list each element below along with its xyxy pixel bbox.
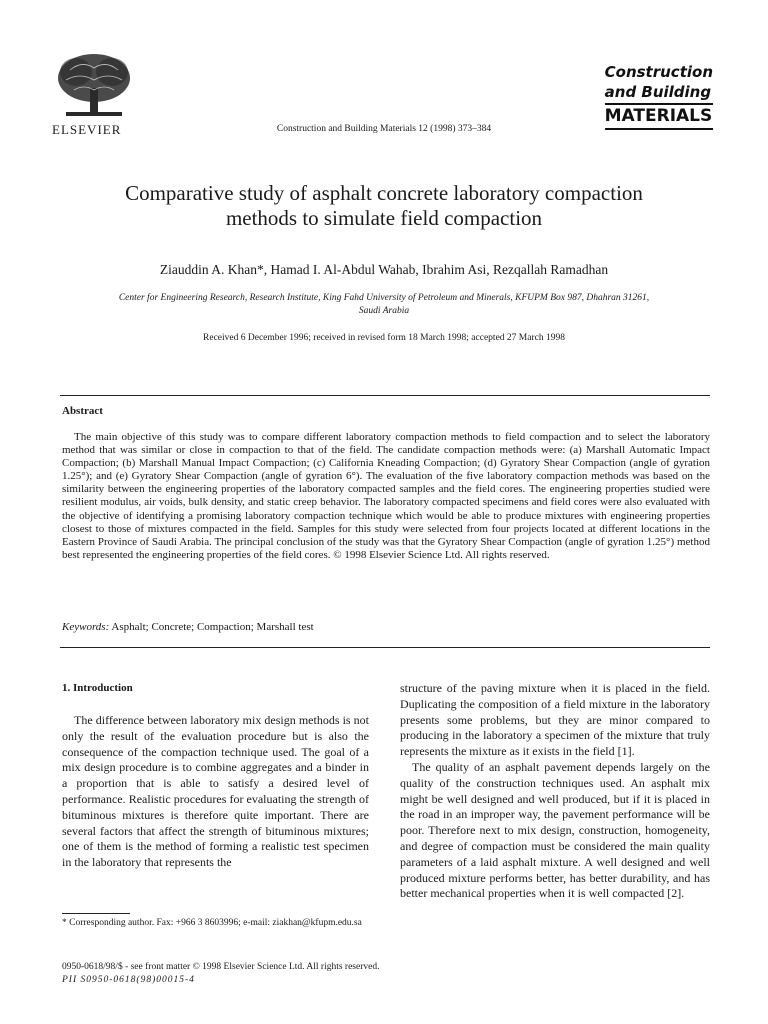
title-line-1: Comparative study of asphalt concrete laboratory compaction <box>125 181 643 205</box>
divider-top <box>60 395 710 396</box>
affiliation-line-2: Saudi Arabia <box>358 306 410 316</box>
copyright-block <box>62 961 379 987</box>
publisher-name: ELSEVIER <box>52 122 122 137</box>
divider-bottom <box>60 647 710 648</box>
brand-line-3: MATERIALS <box>605 103 713 127</box>
intro-left-column <box>62 713 369 871</box>
author-list: Ziauddin A. Khan*, Hamad I. Al-Abdul Wahab, Ibrahim Asi, Rezqallah Ramadhan <box>159 262 609 277</box>
brand-line-1: Construction <box>604 63 713 81</box>
journal-brand <box>605 62 713 130</box>
intro-paragraph-2: structure of the paving mixture when it is placed in the field. Duplicating the composition of a field mixture in the laboratory presents some problems, but they are minor compared to producing in the laboratory a specimen of the mixture that truly represents the mixture as it exists in the field [1]. <box>400 681 710 759</box>
pii-line: PII S0950-0618(98)00015-4 <box>62 975 195 985</box>
affiliation-line-1: Center for Engineering Research, Research Institute, King Fahd University of Petroleum and Minerals, KFUPM Box 987, Dhahran 31261, <box>118 293 650 303</box>
abstract-heading: Abstract <box>62 405 103 417</box>
brand-underline <box>605 128 713 130</box>
footnote-rule <box>62 913 130 914</box>
keywords <box>62 621 314 633</box>
title-line-2: methods to simulate field compaction <box>225 206 543 230</box>
intro-paragraph-1: The difference between laboratory mix design methods is not only the result of the evaluation procedure but is also the consequence of the compaction technique used. The goal of a mix design procedure is to combine aggregates and a binder in a proportion that is able to satisfy a desired level of performance. Realistic procedures for evaluating the strength of bituminous mixtures is therefore quite important. There are several factors that affect the strength of bituminous mixtures; one of them is the method of forming a realistic test specimen in the laboratory that represents the <box>62 713 369 870</box>
affiliation <box>70 292 698 318</box>
received-dates: Received 6 December 1996; received in revised form 18 March 1998; accepted 27 March 1998 <box>203 333 565 343</box>
section-heading: 1. Introduction <box>62 682 133 694</box>
abstract-body: The main objective of this study was to compare different laboratory compaction methods to field compaction and to select the laboratory method that was similar or close in compaction to that of the field. The candidate compaction methods were: (a) Marshall Automatic Impact Compaction; (b) Marshall Manual Impact Compaction; (c) California Kneading Compaction; (d) Gyratory Shear Compaction (angle of gyration 1.25°); and (e) Gyratory Shear Compaction (angle of gyration 6°). The evaluation of the five laboratory compaction methods was based on the similarity between the engineering properties of the laboratory compacted samples and the field cores. The engineering properties studied were resilient modulus, air voids, bulk density, and static creep behavior. The laboratory compacted specimens and field cores were also evaluated with the objective of identifying a promising laboratory compaction technique which would be able to produce mixtures with engineering properties closest to those of mixtures compacted in the field. Samples for this study were selected from four projects located at different locations in the Eastern Province of Saudi Arabia. The principal conclusion of the study was that the Gyratory Shear Compaction (angle of gyration 1.25°) method best represented the engineering properties of the field cores. © 1998 Elsevier Science Ltd. All rights reserved. <box>62 431 710 561</box>
corresponding-author-footnote: * Corresponding author. Fax: +966 3 8603996; e-mail: ziakhan@kfupm.edu.sa <box>62 918 362 928</box>
keywords-text: Asphalt; Concrete; Compaction; Marshall test <box>111 621 314 633</box>
keywords-label: Keywords: <box>62 621 110 633</box>
intro-right-column <box>400 681 710 902</box>
brand-line-2: and Building <box>604 83 712 101</box>
journal-reference: Construction and Building Materials 12 (1998) 373–384 <box>276 124 492 134</box>
article-title <box>60 181 708 231</box>
copyright-line: 0950-0618/98/$ - see front matter © 1998 Elsevier Science Ltd. All rights reserved. <box>62 962 380 972</box>
intro-paragraph-3: The quality of an asphalt pavement depends largely on the quality of the construction techniques used. An asphalt mix might be well designed and well produced, but if it is placed in the road in an improper way, the pavement performance will be poor. Therefore next to mix design, construction, homogeneity, and degree of compaction must be considered the main quality parameters of a laid asphalt mixture. A well designed and well produced mixture performs better, has better durability, and has better mechanical properties when it is well compacted [2]. <box>400 759 710 901</box>
